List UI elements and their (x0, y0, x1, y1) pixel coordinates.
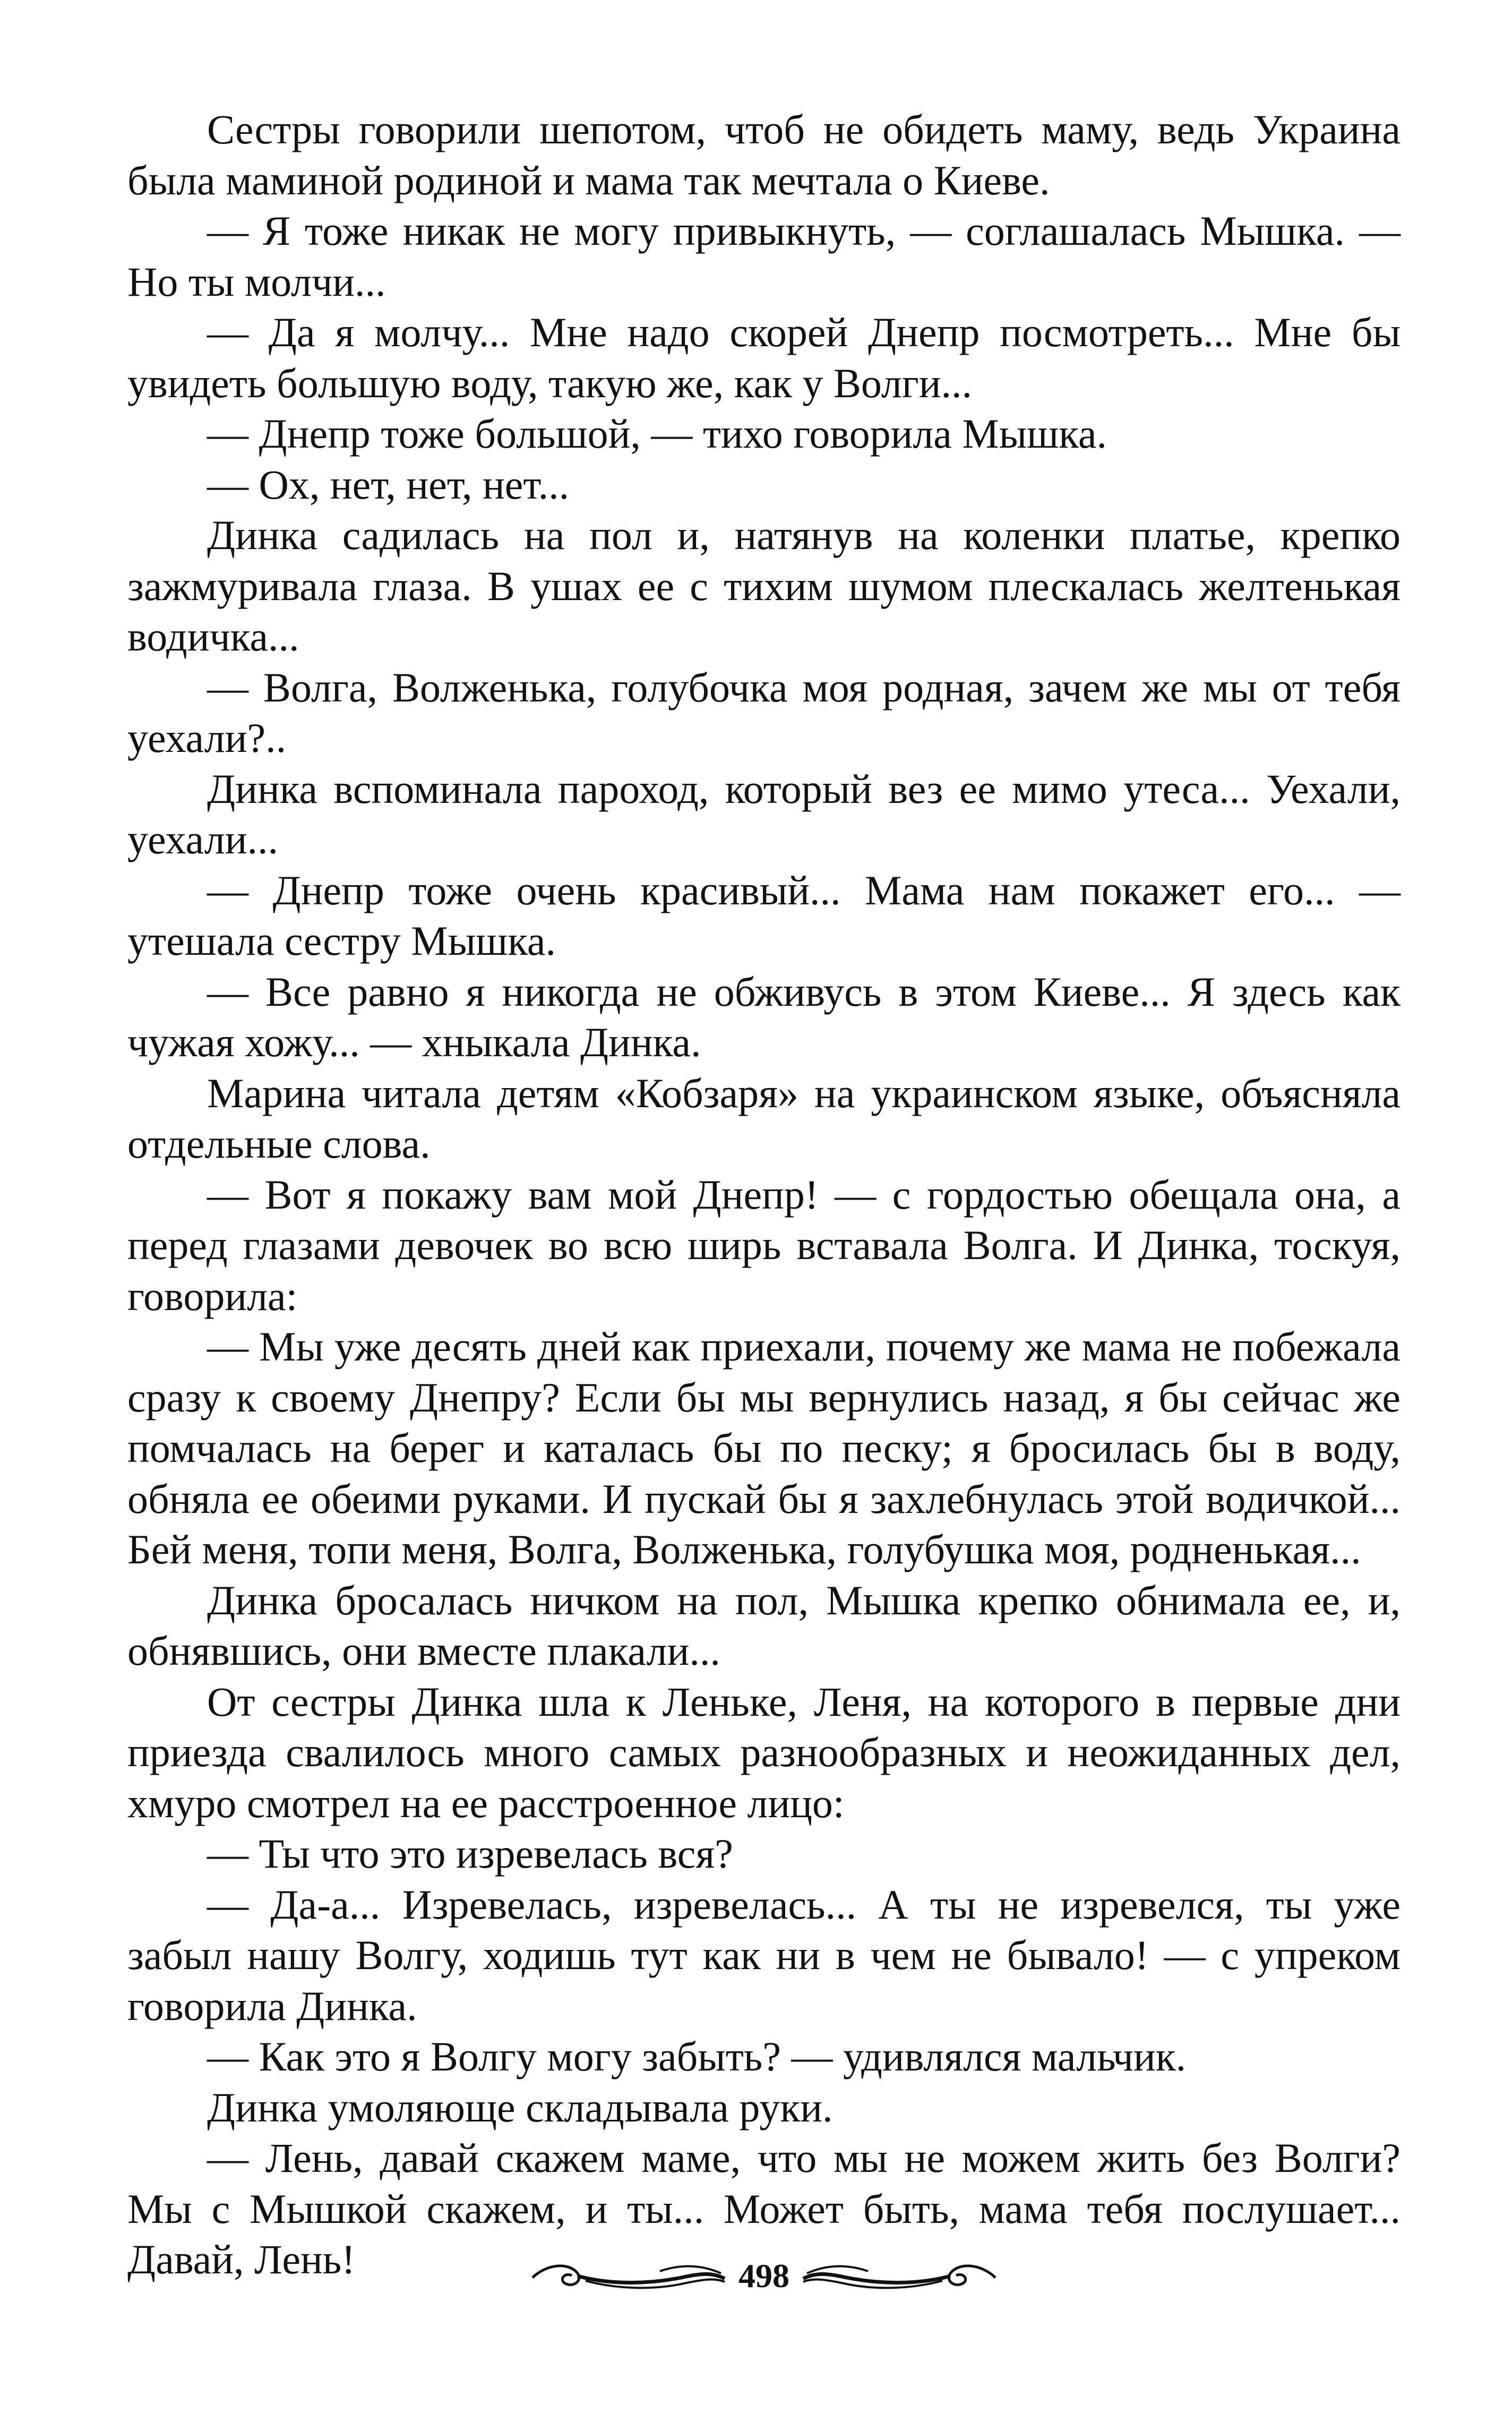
scroll-flourish-left-icon (527, 2252, 729, 2300)
paragraph-10: — Все равно я никогда не обживусь в этом Киеве... Я здесь как чужая хожу... — хныкала Динка. (127, 968, 1401, 1065)
paragraph-19: Динка умоляюще складывала руки. (207, 2084, 833, 2130)
paragraph-6: Динка садилась на пол и, натянув на коленки платье, крепко зажмуривала глаза. В ушах ее с тихим шумом плескалась желтенькая водичка... (127, 512, 1401, 660)
paragraph-2: — Я тоже никак не могу привыкнуть, — соглашалась Мышка. — Но ты молчи... (127, 208, 1401, 305)
paragraph-4: — Днепр тоже большой, — тихо говорила Мышка. (207, 410, 1107, 457)
paragraph-17: — Да-а... Изревелась, изревелась... А ты не изревелся, ты уже забыл нашу Волгу, ходишь тут как ни в чем не бывало! — с упреком говорила Динка. (127, 1881, 1401, 2029)
paragraph-11: Марина читала детям «Кобзаря» на украинском языке, объясняла отдельные слова. (127, 1069, 1401, 1167)
page-footer (127, 2244, 1401, 2308)
paragraph-12: — Вот я покажу вам мой Днепр! — с гордостью обещала она, а перед глазами девочек во всю ширь вставала Волга. И Динка, тоскуя, говорила: (127, 1171, 1401, 1319)
paragraph-18: — Как это я Волгу могу забыть? — удивлялся мальчик. (207, 2033, 1187, 2080)
paragraph-8: Динка вспоминала пароход, который вез ее мимо утеса... Уехали, уехали... (127, 765, 1401, 862)
scroll-flourish-right-icon (799, 2252, 1001, 2300)
paragraph-20: — Лень, давай скажем маме, что мы не можем жить без Волги? Мы с Мышкой скажем, и ты... Может быть, мама тебя послушает... Давай, Лень! (127, 2135, 1401, 2282)
book-page (127, 104, 1401, 2430)
page-number: 498 (738, 2257, 789, 2295)
paragraph-16: — Ты что это изревелась вся? (207, 1830, 733, 1877)
body-text (127, 104, 1401, 2285)
paragraph-13: — Мы уже десять дней как приехали, почему же мама не побежала сразу к своему Днепру? Если бы мы вернулись назад, я бы сейчас же помчалась на берег и каталась бы по песку; я бросилась бы в воду, обняла ее обеими руками. И пускай бы я захлебнулась этой водичкой... Бей меня, топи меня, Волга, Волженька, голубушка моя, родненькая... (127, 1323, 1401, 1572)
paragraph-15: От сестры Динка шла к Леньке, Леня, на которого в первые дни приезда свалилось много самых разнообразных и неожиданных дел, хмуро смотрел на ее расстроенное лицо: (127, 1678, 1401, 1826)
paragraph-14: Динка бросалась ничком на пол, Мышка крепко обнимала ее, и, обнявшись, они вместе плакали... (127, 1577, 1401, 1674)
paragraph-9: — Днепр тоже очень красивый... Мама нам покажет его... — утешала сестру Мышка. (127, 867, 1401, 964)
paragraph-1: Сестры говорили шепотом, чтоб не обидеть маму, ведь Украина была маминой родиной и мама так мечтала о Киеве. (127, 106, 1401, 203)
paragraph-3: — Да я молчу... Мне надо скорей Днепр посмотреть... Мне бы увидеть большую воду, такую же, как у Волги... (127, 309, 1401, 406)
paragraph-5: — Ох, нет, нет, нет... (207, 461, 570, 508)
paragraph-7: — Волга, Волженька, голубочка моя родная, зачем же мы от тебя уехали?.. (127, 664, 1401, 761)
